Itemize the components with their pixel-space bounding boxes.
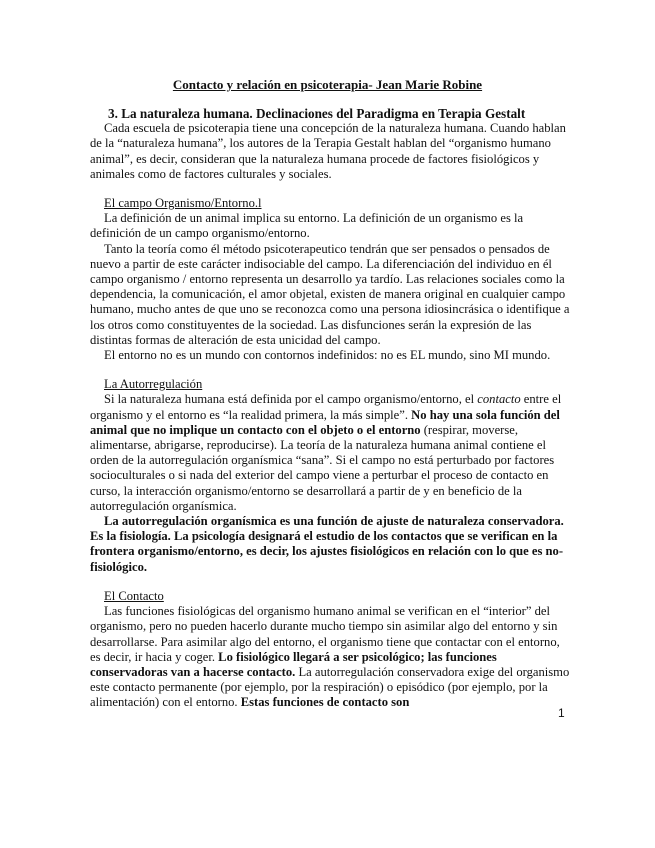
campo-paragraph-1: La definición de un animal implica su entorno. La definición de un organismo es la definición de un campo organismo/entorno. [90,211,524,241]
text-run: Si la naturaleza humana está definida por el campo organismo/entorno, el [104,392,478,407]
autorregulacion-paragraph-1 [90,392,570,514]
autorregulacion-heading: La Autorregulación [104,377,203,392]
document-body [90,106,570,711]
text-run: La autorregulación conservadora exige del organismo este contacto permanente (por ejemplo, por la respiración) o episódico (por ejemplo, por la alimentación) con el entorno. [90,664,570,710]
emphasis-contacto: contacto [477,392,521,407]
campo-paragraph-2: Tanto la teoría como él método psicoterapeutico tendrán que ser pensados o pensados de nuevo a partir de este carácter indisociable del campo. La diferenciación del individuo en él campo organismo / entorno representa un desarrollo ya tardío. Las relaciones sociales como la dependencia, la comunicación, el amor objetal, existen de manera original en cualquier campo humano, mucho antes de que uno se reconozca como una persona idiosincrásica o identifique a los otros como constituyentes de la sociedad. Las disfunciones serán la expresión de las distintas formas de alteración de esta unicidad del campo. [90,241,570,347]
text-run: entre el organismo y el entorno es “la realidad primera, la más simple”. [90,392,562,422]
bold-run: No hay una sola función del animal que no implique un contacto con el objeto o el entorno [90,407,560,437]
page-number: 1 [558,706,565,720]
text-run: (respirar, moverse, alimentarse, abrigarse, reproducirse). La teoría de la naturaleza humana animal contiene el orden de la autorregulación organísmica “sana”. Si el campo no está perturbado por factores socioculturales o si nada del exterior del campo viene a perturbar el proceso de contacto en curso, la interacción organismo/entorno se desarrollará a partir de y en beneficio de la autorregulación organísmica. [90,422,555,513]
document-title: Contacto y relación en psicoterapia- Jean Marie Robine [172,77,483,92]
bold-run: La autorregulación organísmica es una función de ajuste de naturaleza conservadora. Es la fisiología. La psicología designará el estudio de los contactos que se verifican en la frontera organismo/entorno, es decir, los ajustes fisiológicos en relación con lo que es no-fisiológico. [90,514,564,574]
autorregulacion-paragraph-2 [90,514,570,575]
contacto-paragraph-1 [90,604,570,710]
campo-heading: El campo Organismo/Entorno.l [104,196,262,211]
campo-paragraph-3: El entorno no es un mundo con contornos indefinidos: no es EL mundo, sino MI mundo. [104,348,551,363]
intro-paragraph: Cada escuela de psicoterapia tiene una concepción de la naturaleza humana. Cuando hablan de la “naturaleza humana”, los autores de la Terapia Gestalt hablan del “organismo humano animal”, es decir, consideran que la naturaleza humana procede de factores fisiológicos y animales como de factores culturales y sociales. [90,121,566,181]
bold-run: Estas funciones de contacto son [240,695,410,710]
bold-run: Lo fisiológico llegará a ser psicológico; las funciones conservadoras van a hacerse contacto. [90,649,497,679]
text-run: Las funciones fisiológicas del organismo humano animal se verifican en el “interior” del organismo, pero no pueden hacerlo durante mucho tiempo sin asimilar algo del entorno y sin desarrollarse. Para asimilar algo del entorno, el organismo tiene que contactar con el entorno, es decir, ir hacia y coger. [90,604,560,664]
contacto-heading: El Contacto [104,588,164,603]
section-heading: 3. La naturaleza humana. Declinaciones del Paradigma en Terapia Gestalt [108,106,526,121]
